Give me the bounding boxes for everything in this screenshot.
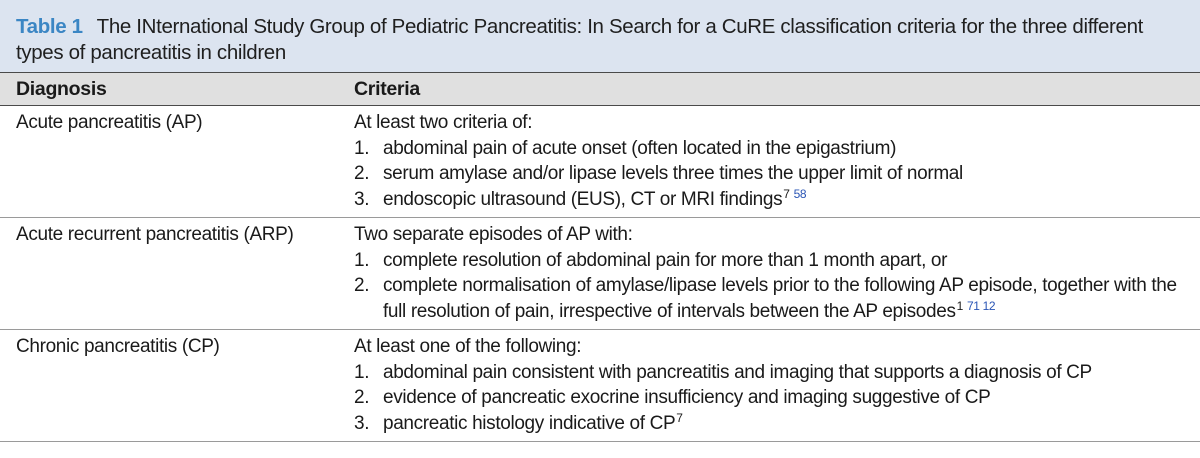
criteria-lead: At least one of the following: [354, 336, 582, 357]
list-text: abdominal pain of acute onset (often located in the epigastrium) [383, 137, 897, 159]
header-criteria: Criteria [354, 77, 420, 100]
criteria-lead: At least two criteria of: [354, 112, 533, 133]
reference-link[interactable]: 71 12 [966, 298, 996, 313]
list-item [354, 273, 1190, 324]
list-text: endoscopic ultrasound (EUS), CT or MRI findings [383, 188, 783, 210]
list-item [354, 161, 1190, 187]
reference-superscript [783, 187, 806, 201]
list-item [354, 360, 1190, 386]
list-number: 1. [354, 249, 370, 271]
list-number: 2. [354, 387, 370, 408]
table-row [0, 106, 1200, 218]
table-header-row [0, 72, 1200, 106]
list-item [354, 136, 1190, 162]
criteria-lead: Two separate episodes of AP with: [354, 224, 633, 245]
table-title: The INternational Study Group of Pediatric Pancreatitis: In Search for a CuRE classification criteria for the three different types of pancreatitis in children [16, 15, 1143, 64]
list-number: 3. [354, 412, 370, 434]
list-text: complete normalisation of amylase/lipase levels prior to the following AP episode, together with the full resolution of pain, irrespective of intervals between the AP episodes [383, 275, 1177, 322]
header-diagnosis: Diagnosis [16, 77, 107, 100]
criteria-cell [354, 330, 1200, 441]
list-text: evidence of pancreatic exocrine insufficiency and imaging suggestive of CP [383, 387, 991, 408]
table-row [0, 330, 1200, 442]
list-item [354, 187, 1190, 213]
criteria-list [354, 136, 1190, 213]
diagnosis-cell: Acute pancreatitis (AP) [16, 112, 203, 133]
reference-number: 1 [956, 298, 963, 313]
list-text: pancreatic histology indicative of CP [383, 412, 676, 434]
list-item [354, 411, 1190, 437]
table-caption [0, 0, 1200, 72]
list-number: 3. [354, 188, 370, 210]
criteria-cell [354, 218, 1200, 329]
table-row [0, 218, 1200, 330]
criteria-cell [354, 106, 1200, 217]
list-text: complete resolution of abdominal pain for more than 1 month apart, or [383, 249, 948, 271]
list-item [354, 248, 1190, 274]
reference-number: 7 [783, 186, 790, 201]
list-number: 2. [354, 275, 370, 296]
list-number: 1. [354, 361, 370, 383]
list-number: 2. [354, 163, 370, 184]
reference-link[interactable]: 58 [793, 186, 807, 201]
criteria-list [354, 360, 1190, 437]
reference-superscript [676, 411, 682, 425]
list-item [354, 385, 1190, 411]
table-label: Table 1 [16, 15, 83, 38]
criteria-list [354, 248, 1190, 325]
diagnosis-cell: Acute recurrent pancreatitis (ARP) [16, 224, 294, 245]
list-number: 1. [354, 137, 370, 159]
reference-number: 7 [676, 410, 683, 425]
list-text: abdominal pain consistent with pancreatitis and imaging that supports a diagnosis of CP [383, 361, 1092, 383]
list-text: serum amylase and/or lipase levels three times the upper limit of normal [383, 163, 963, 184]
diagnosis-cell: Chronic pancreatitis (CP) [16, 336, 220, 357]
reference-superscript [957, 299, 996, 313]
